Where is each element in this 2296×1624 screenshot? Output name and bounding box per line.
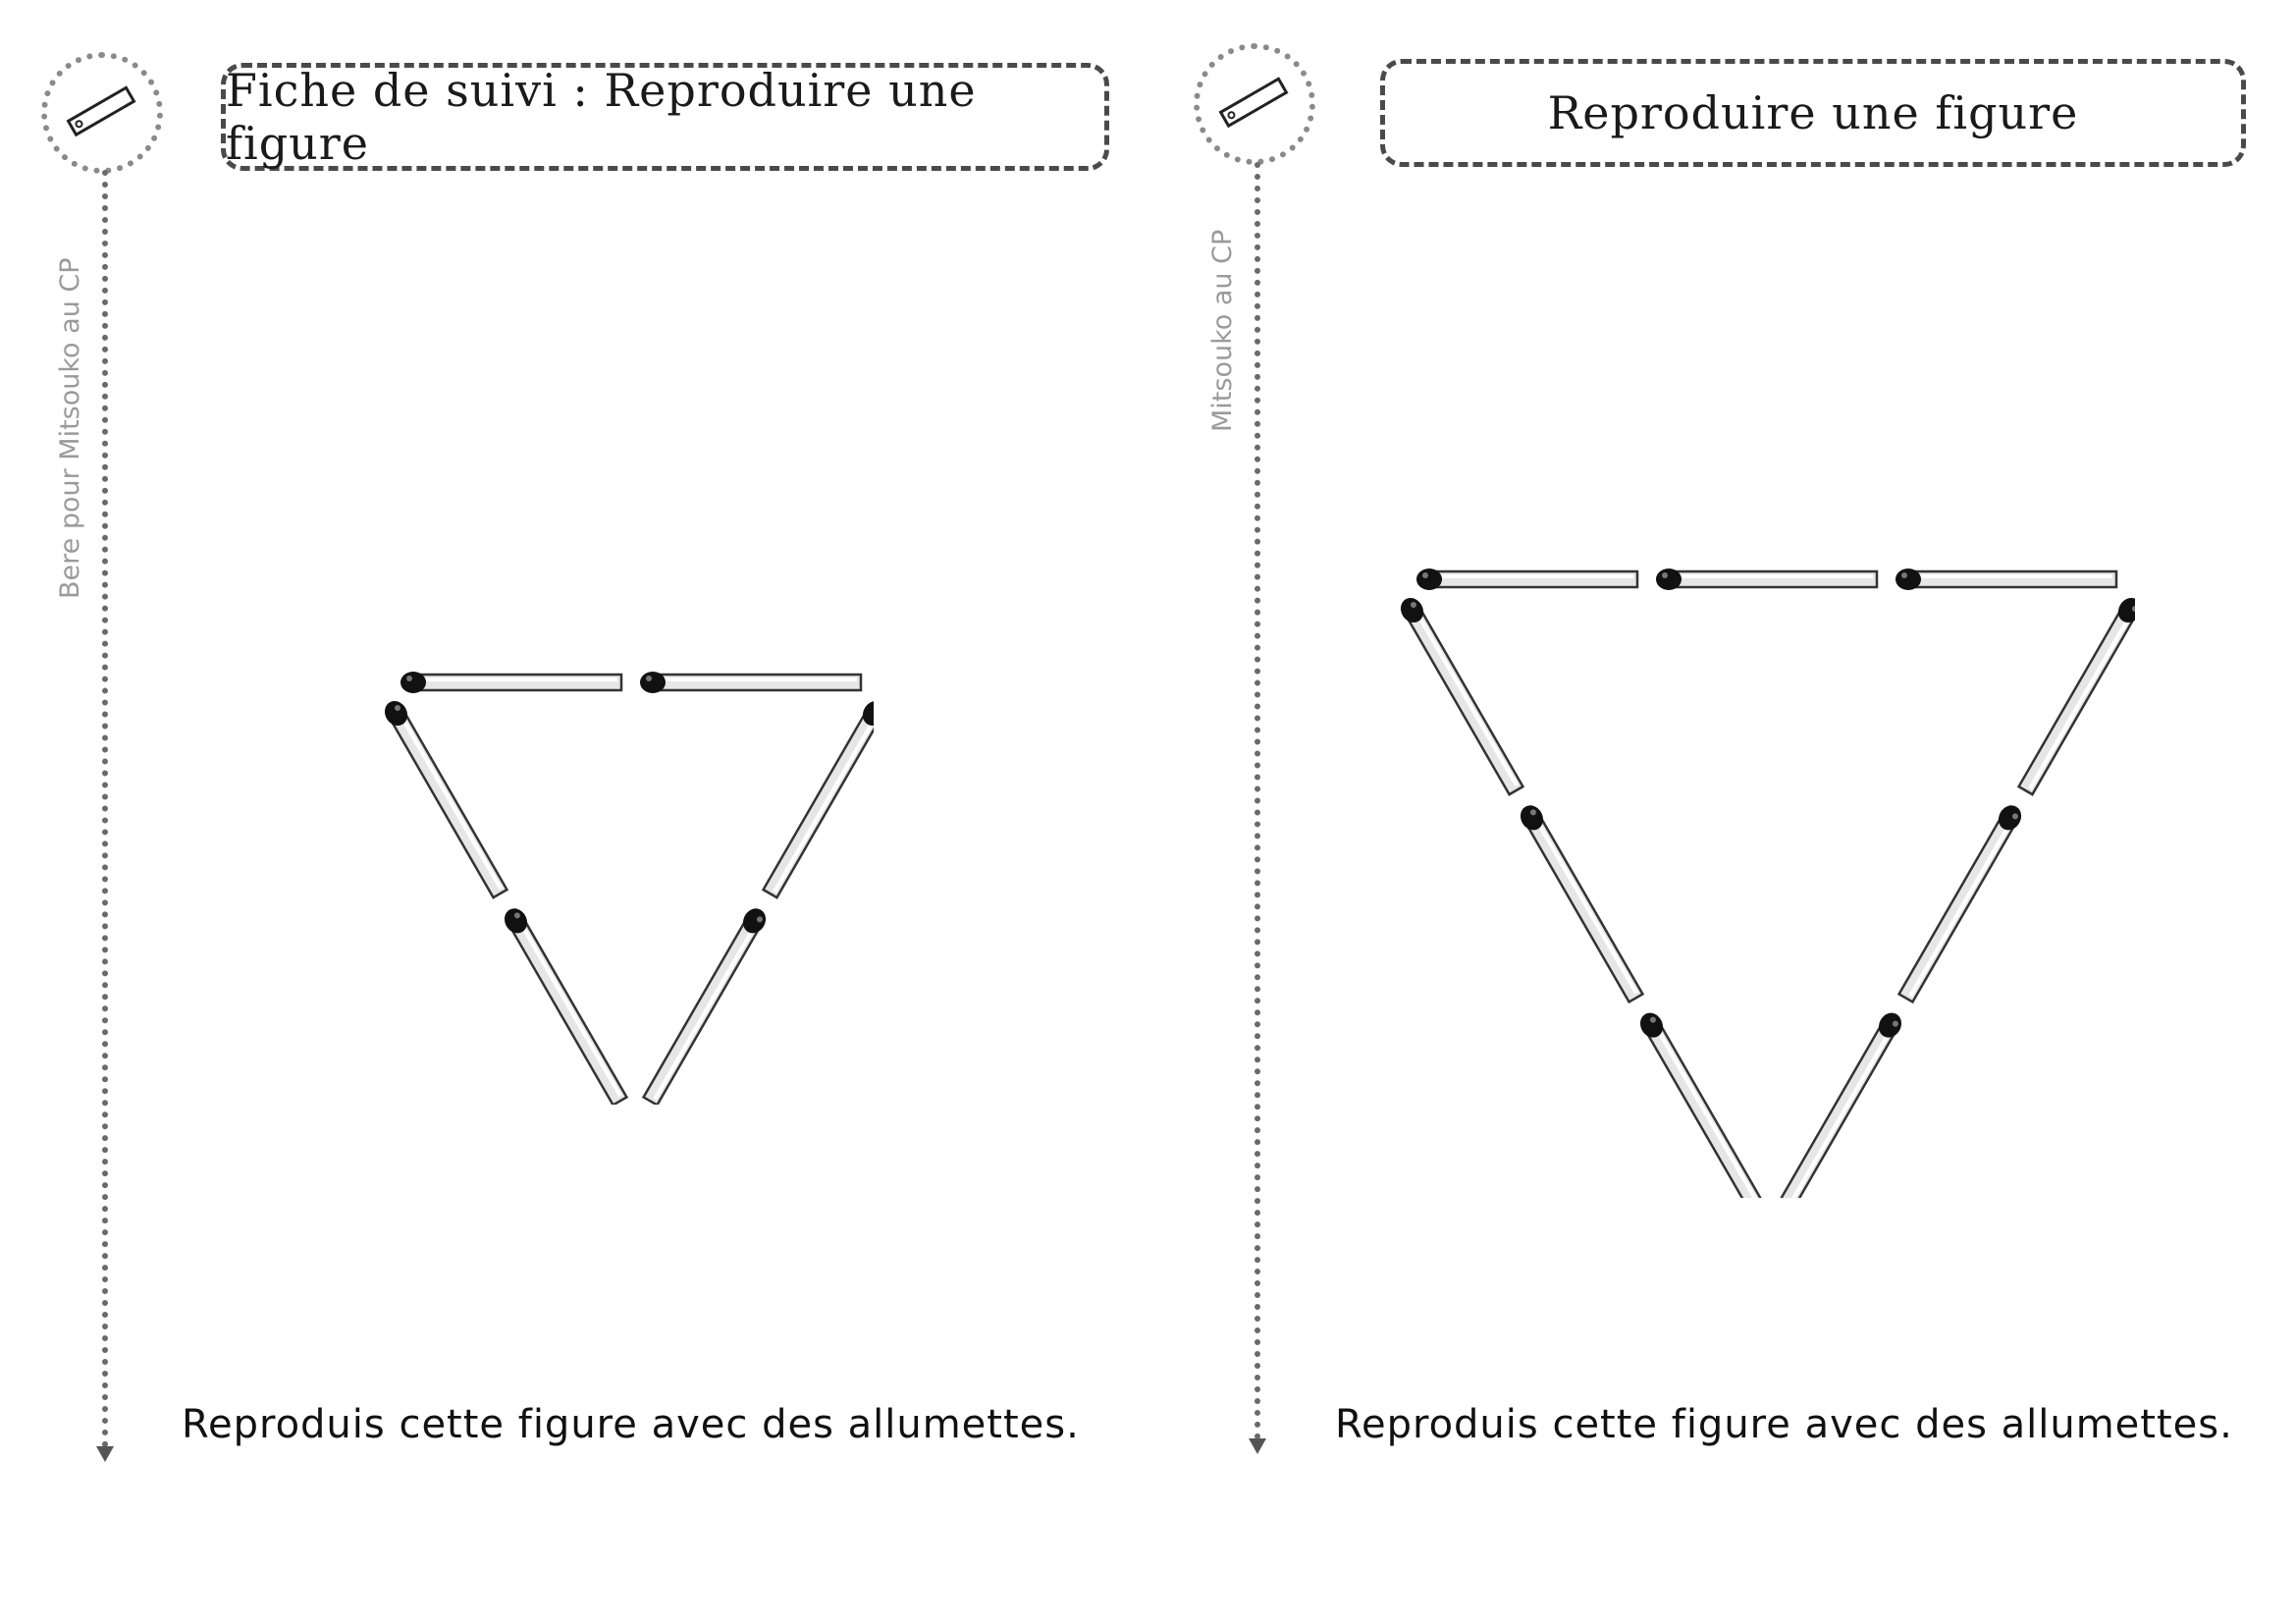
ruler-icon: [47, 58, 157, 168]
matchstick: [1896, 801, 2026, 1003]
worksheet-right: [1148, 0, 2296, 1624]
dotted-guide-line: [1255, 162, 1260, 1440]
badge-left: [41, 52, 163, 174]
matchstick-figure: [353, 653, 874, 1105]
ruler-icon: [1200, 49, 1309, 159]
matchstick: [641, 904, 771, 1105]
matchstick: [640, 672, 861, 693]
credit-text: Mitsouko au CP: [1207, 229, 1238, 432]
page-title-box: [1380, 59, 2246, 167]
matchstick: [1516, 801, 1645, 1003]
page-title: Fiche de suivi : Reproduire une figure: [226, 64, 977, 170]
credit-text: Bere pour Mitsouko au CP: [55, 257, 85, 599]
matchstick: [1656, 568, 1877, 590]
matchstick: [2016, 594, 2135, 796]
instruction-text: Reproduis cette figure avec des allumettes.: [182, 1402, 1080, 1447]
matchstick: [500, 904, 629, 1105]
matchstick: [1416, 568, 1637, 590]
matchstick: [380, 697, 509, 899]
matchstick-figure: [1389, 550, 2135, 1198]
matchstick: [1635, 1008, 1765, 1198]
matchstick: [1777, 1008, 1906, 1198]
matchstick: [400, 672, 621, 693]
instruction-text: Reproduis cette figure avec des allumettes.: [1335, 1402, 2233, 1447]
dotted-guide-line: [102, 170, 108, 1448]
page-title-box: [221, 63, 1109, 171]
badge-right: [1194, 43, 1315, 165]
matchstick: [1396, 594, 1525, 796]
page-title: Reproduire une figure: [1547, 86, 2079, 139]
arrow-down-icon: [96, 1446, 114, 1462]
matchstick: [1896, 568, 2116, 590]
matchstick: [761, 697, 874, 899]
arrow-down-icon: [1249, 1438, 1266, 1454]
